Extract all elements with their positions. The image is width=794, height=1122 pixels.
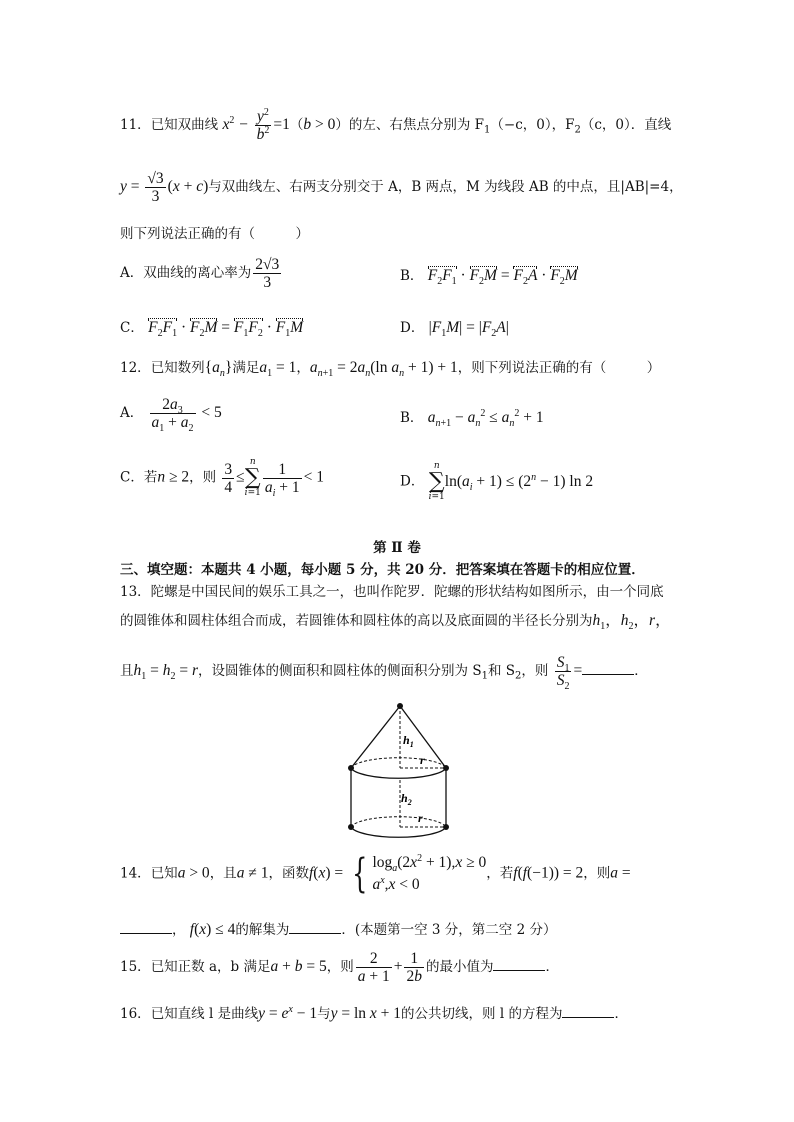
q13-line3: 且$h_1 = h_2 = r$，设圆锥体的侧面积和圆柱体的侧面积分别为 $S_1$和 $S_2$，则 $\frac{S_1}{S_2}$ = ． [120,654,648,693]
q14-line1: 14．已知a > 0，且a ≠ 1，函数f(x) = { $\log_a(2x^2 + 1),x \ge 0$ $a^x,x < 0$ ，若f(f(−1)) = 2，则a = [120,851,631,897]
q12-option-c: C．若n ≥ 2，则 $\frac{3}{4}$ ≤n ∑ i=1 $\frac{1}{a_i + 1}$ < 1 [120,457,324,499]
q12-option-d: D． n ∑ $i=1\ln(a_i + 1) \le (2^n - 1)$ ln 2 [400,461,594,502]
q16-line: 16．已知直线 l 是曲线$y = e^x - 1$与y = ln x + 1的公共切线，则 l 的方程为 ． [120,1003,628,1022]
label-h2: $h_2$ [401,791,412,807]
q13-line2: 的圆锥体和圆柱体组合而成，若圆锥体和圆柱体的高以及底面圆的半径长分别为$h_1$，$h_2$，r， [120,612,671,633]
q11-option-b: B． $F_2F_1 \cdot F_2M = F_2A \cdot F_2M$ [400,267,578,288]
q12-line1: 12．已知数列$\{a_n\}$满足$a_1 = 1$，$a_{n+1} = 2a_n(\ln$ $a_n + 1) + 1$，则下列说法正确的有（ ） [120,359,661,380]
q11-line1: 11．已知双曲线 $x^2$ − $\frac{y^2}{b^2}$ =1（b > 0）的左、右焦点分别为 $F_1(-c$，0），$F_2(c$，0）．直线 [120,106,672,143]
answer-blank [562,1005,614,1018]
q11-line3: 则下列说法正确的有（ ） [120,226,309,242]
label-h1: $h_1$ [403,733,414,749]
fraction: $\frac{y^2}{b^2}$ [256,106,270,143]
label-r1: r [420,753,425,767]
apex-point [397,703,403,709]
label-r2: r [418,811,423,825]
q12-option-a: A． $\frac{2a_3}{a_1 + a_2}$ < 5 [120,396,222,435]
q11-option-d: D． $|F_1M| = |F_2A|$ [400,319,509,340]
q15-line: 15．已知正数 a，b 满足a + b = 5，则 $\frac{2}{a + 1}$ + $\frac{1}{2b}$ 的最小值为 ． [120,950,559,985]
section-title: 第 Ⅱ 卷 [373,540,421,556]
q11-line2: y = $\frac{√3}{3}$ (x + c)与双曲线左、右两支分别交于 A，B 两点，M 为线段 AB 的中点，且|AB|=4， [120,170,683,205]
q14-line2: ， f(x) ≤ 4的解集为 ．(本题第一空 3 分，第二空 2 分） [120,918,556,939]
answer-blank [582,662,634,675]
q12-option-b: B． $a_{n+1} - a_n^2 \le a_n^2 + 1$ [400,407,544,430]
q11-option-a: A．双曲线的离心率为 $\frac{2√3}{3}$ [120,256,280,291]
answer-blank [493,958,545,971]
answer-blank [289,921,341,934]
q13-line1: 13．陀螺是中国民间的娱乐工具之一，也叫作陀罗．陀螺的形状结构如图所示，由一个同底 [120,584,664,600]
q11-option-c: C． $F_2F_1 \cdot F_2M = F_1F_2 \cdot F_1M$ [120,319,304,340]
section-header: 三、填空题：本题共 4 小题，每小题 5 分，共 20 分．把答案填在答题卡的相应位置． [120,562,645,578]
spinning-top-figure [340,700,460,850]
answer-blank [120,921,172,934]
